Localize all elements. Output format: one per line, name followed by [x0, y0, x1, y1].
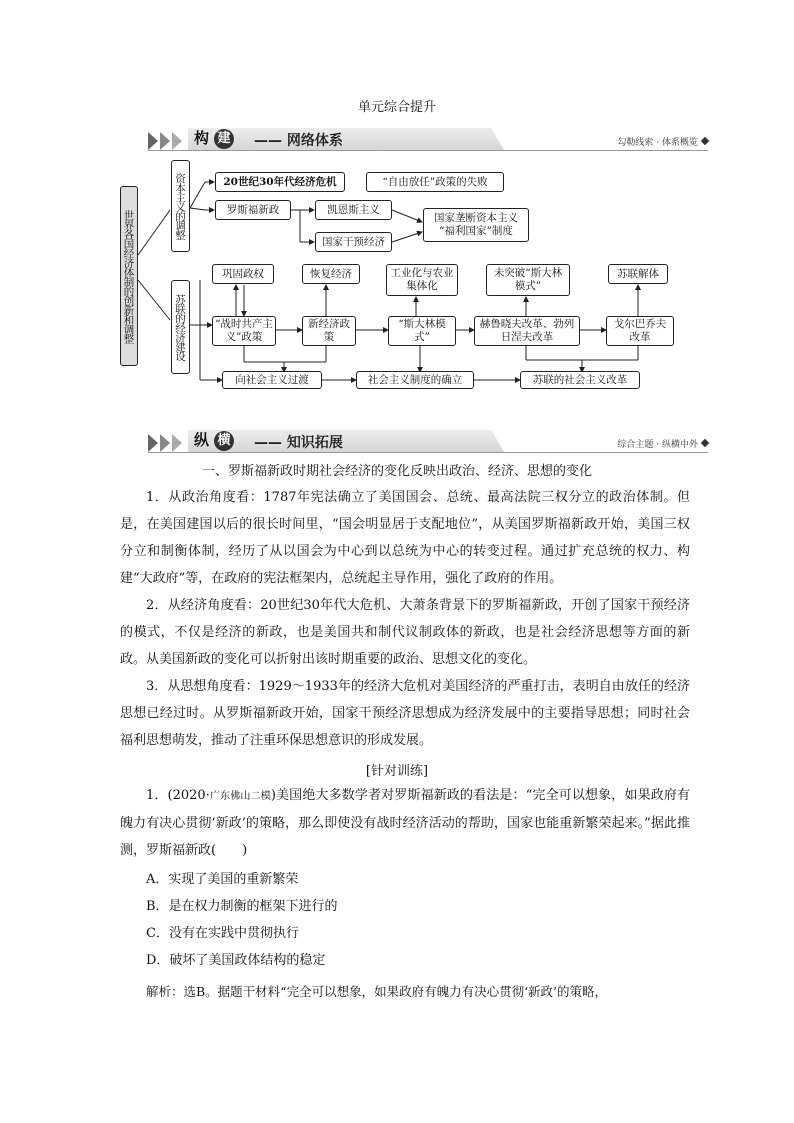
question-source: 广东佛山二模 — [209, 791, 271, 802]
box-reform: 苏联的社会主义改革 — [520, 371, 640, 389]
banner-right-note: 综合主题 · 纵横中外 — [617, 440, 698, 450]
chevron-icon — [148, 434, 158, 452]
box-recover: 恢复经济 — [302, 264, 360, 284]
practice-title: [针对训练] — [365, 764, 429, 779]
branch-capitalist: 资本主义的调整 — [171, 160, 190, 252]
option-c: C．没有在实践中贯彻执行 — [146, 926, 299, 941]
box-khrushchev: 赫鲁晓夫改革、勃列日涅夫改革 — [474, 316, 580, 346]
banner-subtitle: —— 知识拓展 — [254, 435, 343, 451]
branch-soviet: 苏联的经济建设 — [171, 280, 190, 374]
box-keynes: 凯恩斯主义 — [315, 200, 392, 220]
box-nep: 新经济政策 — [302, 316, 356, 346]
box-war-communism: “战时共产主义”政策 — [212, 316, 276, 346]
banner-right-note: 勾勒线索 · 体系概览 — [617, 138, 698, 148]
chevron-icon — [160, 434, 170, 452]
box-gorbachev: 戈尔巴乔夫改革 — [606, 316, 674, 346]
box-crisis: 20世纪30年代经济危机 — [215, 172, 345, 192]
page-title: 单元综合提升 — [357, 100, 436, 115]
box-stalin-model: “斯大林模式” — [388, 316, 456, 346]
box-consolidate: 巩固政权 — [212, 264, 274, 284]
box-laissez-faire: “自由放任”政策的失败 — [366, 172, 504, 192]
option-a: A．实现了美国的重新繁荣 — [146, 872, 299, 887]
chevron-icon — [172, 434, 182, 452]
analysis: 解析：选B。据题干材料“完全可以想象，如果政府有魄力有决心贯彻‘新政’的策略， — [146, 984, 608, 999]
paragraph-thought: 3．从思想角度看：1929～1933年的经济大危机对美国经济的严重打击，表明自由放任的经济思想已经过时。从罗斯福新政开始，国家干预经济思想成为经济发展中的主要指导思想；同时社会福利思想萌发，推动了注重环保思想意识的形成发展。 — [120, 679, 690, 748]
box-intervention: 国家干预经济 — [315, 232, 392, 252]
diagram-root: 世界各国经济体制的创新和调整 — [120, 186, 138, 366]
box-not-break: 未突破“斯大林模式” — [486, 264, 570, 296]
question-stem: )美国绝大多数学者对罗斯福新政的看法是：“完全可以想象，如果政府有魄力有决心贯彻‘新政’的策略，那么即使没有战时经济活动的帮助，国家也能重新繁荣起来。”据此推测，罗斯福新政( ) — [120, 788, 691, 858]
box-transition: 向社会主义过渡 — [222, 371, 322, 389]
banner-char-1: 构 — [194, 129, 210, 147]
section-heading: 一、罗斯福新政时期社会经济的变化反映出政治、经济、思想的变化 — [201, 464, 592, 479]
option-b: B．是在权力制衡的框架下进行的 — [146, 899, 338, 914]
box-establish: 社会主义制度的确立 — [356, 371, 474, 389]
option-d: D．破坏了美国政体结构的稳定 — [146, 953, 326, 968]
banner-char-1: 纵 — [194, 431, 210, 449]
paragraph-economy: 2．从经济角度看：20世纪30年代大危机、大萧条背景下的罗斯福新政，开创了国家干预经济的模式，不仅是经济的新政，也是美国共和制代议制政体的新政，也是社会经济思想等方面的新政。从美国新政的变化可以折射出该时期重要的政治、思想文化的变化。 — [120, 598, 690, 667]
banner-knowledge-expand — [148, 428, 708, 456]
box-industrial: 工业化与农业集体化 — [386, 264, 458, 296]
paragraph-politics: 1．从政治角度看：1787年宪法确立了美国国会、总统、最高法院三权分立的政治体制。但是，在美国建国以后的很长时间里，“国会明显居于支配地位”，从美国罗斯福新政开始，美国三权分立和制衡体制，经历了从以国会为中心到以总统为中心的转变过程。通过扩充总统的权力、构建“大政府”等，在政府的宪法框架内，总统起主导作用，强化了政府的作用。 — [120, 490, 690, 586]
box-collapse: 苏联解体 — [608, 264, 668, 284]
banner-subtitle: —— 网络体系 — [254, 133, 343, 149]
box-new-deal: 罗斯福新政 — [215, 200, 291, 220]
question-1 — [120, 782, 690, 864]
question-prefix: 1．(2020· — [146, 788, 210, 803]
banner-char-2: 横 — [214, 431, 234, 451]
box-welfare: 国家垄断资本主义 “福利国家”制度 — [423, 208, 529, 242]
banner-char-2: 建 — [214, 129, 234, 149]
